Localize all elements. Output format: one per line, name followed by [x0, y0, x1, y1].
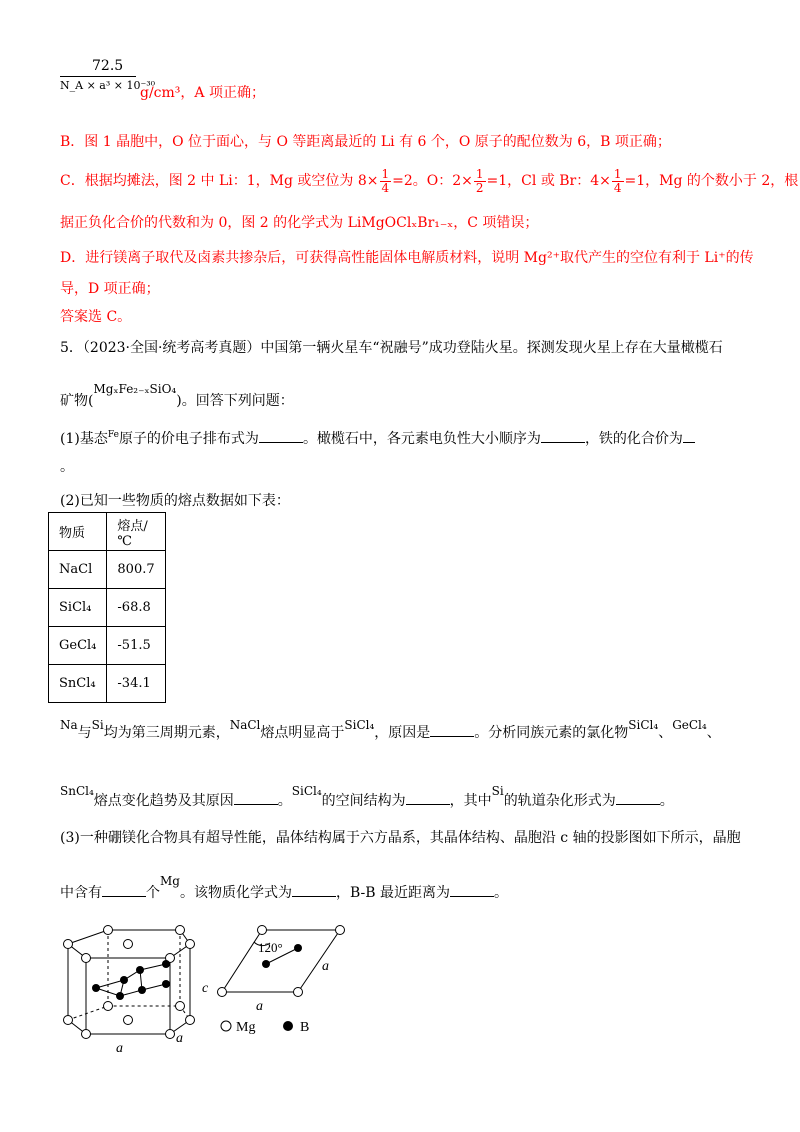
answer-line-b: B．图 1 晶胞中，O 位于面心，与 O 等距离最近的 Li 有 6 个，O 原子的配位数为 6，B 项正确； — [60, 134, 671, 150]
fraction-quarter — [612, 168, 624, 194]
answer-line-c1-mid1: =2。O：2× — [392, 173, 473, 190]
q2-line2 — [60, 784, 674, 810]
q2-text: 、 — [658, 725, 673, 741]
fraction-num: 1 — [381, 167, 390, 181]
q1-period: 。 — [60, 459, 74, 475]
question5-part1 — [60, 428, 695, 448]
answer-blank[interactable] — [102, 882, 146, 897]
legend-b-icon — [283, 1021, 293, 1031]
q1-text: (1)基态 — [60, 431, 108, 447]
q2-text: ，原因是 — [374, 725, 431, 741]
answer-blank[interactable] — [406, 790, 450, 805]
na-symbol: Na — [60, 718, 78, 732]
question5-stem: 5．（2023·全国·统考高考真题）中国第一辆火星车“祝融号”成功登陆火星。探测发现火星上存在大量橄榄石 — [60, 340, 723, 356]
table-cell: SiCl₄ — [49, 589, 107, 627]
q2-text: 、 — [706, 725, 721, 741]
answer-blank[interactable] — [292, 882, 336, 897]
fraction-den: 2 — [475, 180, 484, 195]
formula-fraction-bar — [60, 76, 136, 77]
answer-blank[interactable] — [259, 428, 303, 443]
nacl-formula: NaCl — [229, 718, 261, 732]
sicl4-formula: SiCl₄ — [291, 784, 322, 798]
label-a-bottom: a — [116, 1041, 123, 1056]
fraction-quarter — [380, 168, 392, 194]
legend-mg-icon — [221, 1021, 231, 1031]
q3-text: 个 — [146, 885, 160, 901]
q1-text: 。橄榄石中，各元素电负性大小顺序为 — [302, 431, 541, 447]
melting-point-table — [48, 512, 166, 703]
q3-line2 — [60, 874, 508, 902]
formula-numerator: 72.5 — [92, 58, 124, 74]
q1-text: ，铁的化合价为 — [584, 431, 683, 447]
question5-part2-intro: (2)已知一些物质的熔点数据如下表： — [60, 493, 290, 509]
answer-line-c1-mid2: =1，Cl 或 Br：4× — [486, 173, 611, 190]
answer-conclusion: 答案选 C。 — [60, 309, 132, 325]
q2-line1 — [60, 718, 721, 742]
answer-blank[interactable] — [616, 790, 660, 805]
table-header-cell: 熔点/℃ — [107, 513, 165, 551]
answer-blank[interactable] — [541, 428, 585, 443]
answer-line-c2: 据正负化合价的代数和为 0，图 2 的化学式为 LiMgOClₓBr₁₋ₓ，C 项错误； — [60, 215, 539, 231]
q2-text: 与 — [77, 725, 92, 741]
mineral-formula: MgₓFe₂₋ₓSiO₄ — [93, 382, 177, 396]
gecl4-formula: GeCl₄ — [672, 718, 707, 732]
q3-text: 中含有 — [60, 885, 102, 901]
q3-line1: (3)一种硼镁化合物具有超导性能，晶体结构属于六方晶系，其晶体结构、晶胞沿 c 轴的投影图如下所示，晶胞 — [60, 830, 741, 846]
label-c: c — [202, 981, 209, 996]
answer-blank[interactable] — [430, 722, 474, 737]
q2-text: 的轨道杂化形式为 — [503, 793, 616, 809]
sncl4-formula: SnCl₄ — [60, 784, 94, 798]
fraction-den: 4 — [381, 180, 390, 195]
crystal-structure-figure — [0, 910, 400, 1060]
label-projection-a-bottom: a — [256, 999, 263, 1014]
q3-text: ，B-B 最近距离为 — [335, 885, 450, 901]
fraction-den: 4 — [613, 180, 622, 195]
q2-text: 熔点明显高于 — [260, 725, 345, 741]
q2-text: 均为第三周期元素， — [103, 725, 230, 741]
sicl4-formula: SiCl₄ — [344, 718, 375, 732]
q1-fe-symbol: Fe — [107, 430, 119, 440]
mineral-prefix: 矿物( — [60, 393, 94, 409]
table-row — [49, 589, 166, 627]
q2-text: ，其中 — [449, 793, 492, 809]
answer-blank[interactable] — [234, 790, 278, 805]
q3-text: 。 — [494, 885, 508, 901]
mineral-suffix: )。回答下列问题： — [176, 393, 294, 409]
fraction-half — [474, 168, 486, 194]
sicl4-formula: SiCl₄ — [628, 718, 659, 732]
question5-mineral-line — [60, 382, 294, 410]
si-symbol: Si — [491, 784, 504, 798]
formula-unit: g/cm³，A 项正确； — [140, 85, 265, 101]
answer-line-d2: 导，D 项正确； — [60, 281, 160, 297]
answer-line-c1-post: =1，Mg 的个数小于 2，根 — [624, 173, 799, 190]
mg-atoms — [64, 926, 195, 1039]
q2-text: 。 — [277, 793, 292, 809]
table-cell: -68.8 — [107, 589, 165, 627]
table-cell: GeCl₄ — [49, 627, 107, 665]
label-angle: 120° — [258, 940, 283, 955]
label-projection-a-right: a — [322, 959, 329, 974]
q2-text: 。分析同族元素的氯化物 — [474, 725, 629, 741]
table-header-row — [49, 513, 166, 551]
table-row — [49, 551, 166, 589]
legend-b-label: B — [300, 1020, 310, 1035]
answer-line-c1 — [60, 168, 798, 194]
q2-text: 。 — [659, 793, 674, 809]
fraction-num: 1 — [613, 167, 622, 181]
table-cell: 800.7 — [107, 551, 165, 589]
table-cell: NaCl — [49, 551, 107, 589]
table-cell: -34.1 — [107, 665, 165, 703]
mg-symbol: Mg — [160, 874, 180, 888]
table-row — [49, 627, 166, 665]
answer-blank[interactable] — [450, 882, 494, 897]
q2-text: 熔点变化趋势及其原因 — [93, 793, 234, 809]
answer-line-d1: D．进行镁离子取代及卤素共掺杂后，可获得高性能固体电解质材料，说明 Mg²⁺取代产生的空位有利于 Li⁺的传 — [60, 250, 754, 266]
legend-mg-label: Mg — [236, 1020, 256, 1035]
table-header-cell: 物质 — [49, 513, 107, 551]
formula-denominator: N_A × a³ × 10⁻³⁰ — [60, 79, 156, 92]
label-a-side: a — [176, 1031, 183, 1046]
table-row — [49, 665, 166, 703]
table-cell: -51.5 — [107, 627, 165, 665]
q2-text: 的空间结构为 — [321, 793, 406, 809]
table-cell: SnCl₄ — [49, 665, 107, 703]
q3-text: 。该物质化学式为 — [179, 885, 292, 901]
q1-text: 原子的价电子排布式为 — [118, 431, 259, 447]
answer-line-c1-pre: C．根据均摊法，图 2 中 Li：1，Mg 或空位为 8× — [60, 173, 379, 190]
answer-blank[interactable] — [683, 428, 695, 443]
si-symbol: Si — [91, 718, 104, 732]
fraction-num: 1 — [475, 167, 484, 181]
